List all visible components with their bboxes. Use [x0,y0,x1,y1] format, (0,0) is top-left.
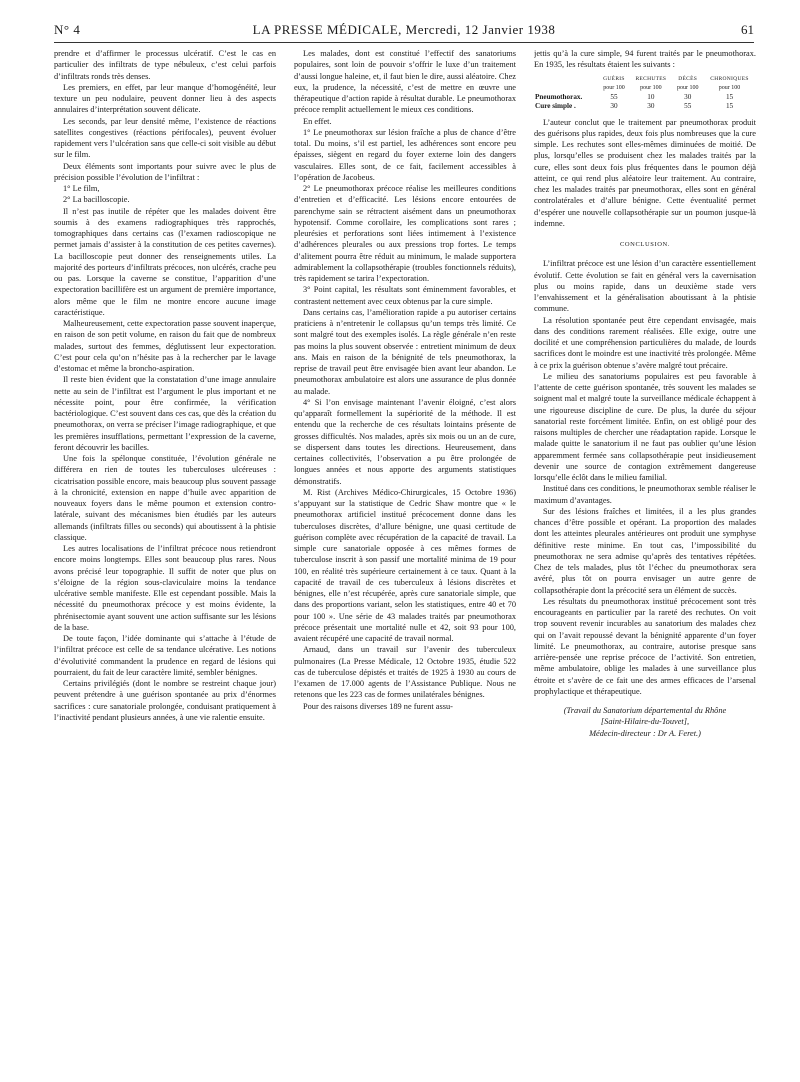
column-2 [294,48,516,1078]
paragraph: Sur des lésions fraîches et limitées, il a les plus grandes chances d’être possible et opérant. La proportion des malades dont les atteintes pleurales antérieures ont produit une symphyse définitive reste minime. En tout cas, l’impossibilité du pneumothorax ne sera admise qu’après des tentatives répétées. Chez de tels malades, plus tôt l’échec du pneumothorax sera avéré, plus tôt on pourra envisager un autre genre de collapsothérapie dont la précocité sera un élément de succès. [534,506,756,595]
table-header: RECHUTES [635,75,667,82]
table-cell: 10 [647,92,655,101]
paragraph: Certains privilégiés (dont le nombre se restreint chaque jour) peuvent prétendre à une guérison spontanée au prix d’énormes sacrifices : cure sanatoriale prolongée, conduisant pratiquement à l’inactivité pendant plusieurs années, à une vie ralentie ensuite. [54,679,276,722]
paragraph: Les malades, dont est constitué l’effectif des sanatoriums populaires, sont loin de pouvoir s’offrir le luxe d’un traitement d’aussi longue haleine, et, il faut bien le dire, aussi aléatoire. Chez eux, la prudence, la nécessité, c’est de mettre en œuvre une thérapeutique d’action rapide à résultat durable. Le pneumothorax précoce remplit actuellement le mieux ces conditions. [294,49,516,115]
paragraph: L’infiltrat précoce est une lésion d’un caractère essentiellement évolutif. Cette évolution se fait en général vers la cavernisation plus ou moins rapide, dans un deuxième stade vers l’envahissement et la généralisation aboutissant à la phtisie commune. [534,259,756,314]
row-label: Pneumothorax. [535,92,583,101]
table-cell: 30 [684,92,692,101]
row-label: Cure simple . [535,101,576,110]
table-subheader: pour 100 [603,84,625,91]
paragraph: Le milieu des sanatoriums populaires est peu favorable à l’attente de cette guérison spontanée, très souvent les malades se soignent mal et malgré toute la surveillance médicale échappent à une rigoureuse discipline de cure. De plus, la durée du séjour sanatorial reste forcément limitée. Enfin, on est obligé pour des raisons multiples de chercher une réadaptation rapide. Lorsque le malade quitte le sanatorium il ne faut pas oublier qu’une lésion apparemment fermée sans collapsothérapie peut insidieusement devenir une source de contagion extrêmement dangereuse lorsqu’elle éclôt dans le milieu familial. [534,371,756,482]
paragraph: Une fois la spélonque constituée, l’évolution générale ne différera en rien de toutes les tuberculoses ulcéreuses : cicatrisation possible encore, mais beaucoup plus souvent passage à la chronicité, extension en nappe d’huile avec apparition de nouveaux foyers dans le même poumon et extension contro-latérale, suivant des mécanismes bien étudiés par les auteurs allemands (infiltrats filles ou seconds) qui aboutissent à la phtisie classique. [54,454,276,542]
paragraph: 4° Si l’on envisage maintenant l’avenir éloigné, c’est alors qu’apparaît formellement la supériorité de la méthode. Il est entendu que la recherche de ces résultats lointains présente de grosses difficultés. Nos malades, après six mois ou un an de cure, se dispersent dans toutes les directions. Heureusement, dans certaines collectivités, l’observation a pu être prolongée de longues années et nous apporte des arguments statistiques démonstratifs. [294,397,516,486]
paragraph: En effet. [303,116,332,126]
paragraph: De toute façon, l’idée dominante qui s’attache à l’étude de l’infiltrat précoce est celle de sa tendance ulcérative. Les notions d’évolutivité commandent la prudence en regard de lésions qui pourraient, du fait de leur caractère limité, sembler bénignes. [54,634,276,677]
table-cell: 15 [725,101,734,110]
table-row [534,102,756,111]
header-rule [54,42,754,43]
affiliation-line: [Saint-Hilaire-du-Touvet], [600,717,690,727]
paragraph: Les premiers, en effet, par leur manque d’homogénéité, leur texture un peu nodulaire, peuvent donner lieu à des aspects annulaires d’interprétation souvent délicate. [54,82,276,115]
paragraph: Deux éléments sont importants pour suivre avec le plus de précision possible l’évolution de l’infiltrat : [54,161,276,182]
paragraph: Malheureusement, cette expectoration passe souvent inaperçue, en raison de son petit volume, en raison du fait que de nombreux malades, surtout des femmes, déglutissent leur expectoration. C’est pour cela qu’on n’hésite pas à la rechercher par le lavage d’estomac et même la broncho-aspiration. [54,319,276,373]
table-cell: 15 [725,92,734,101]
table-header: DÉCÈS [678,75,698,82]
table-cell: 30 [610,101,618,110]
paragraph: 1° Le pneumothorax sur lésion fraîche a plus de chance d’être total. Du moins, s’il est partiel, les adhérences sont encore peu épaisses, siègent en regard du foyer externe loin des dangers vasculaires. Elles sont, de ce fait, facilement accessibles à l’opération de Jacobeus. [294,127,516,182]
paragraph: Arnaud, dans un travail sur l’avenir des tuberculeux pulmonaires (La Presse Médicale, 12 Octobre 1935, étudie 522 cas de tuberculose dépistés et traités de 1925 à 1930 au cours de l’examen de 17.000 agents de l’Assistance Publique. Nous ne retenons que les 223 cas de formes unilatérales bénignes. [294,645,516,700]
paragraph: Il n’est pas inutile de répéter que les malades doivent être soumis à des examens radiographiques très rapprochés, tomographiques dans certains cas (l’examen radioscopique ne permet jamais d’assister à la constitution de ces petites cavernes). La bacilloscopie peut donner des renseignements utiles. La majorité des porteurs d’infiltrats précoces, non ulcérés, crache peu ou pas. Lorsque la caverne se constitue, l’apparition d’une expectoration bacillifère est un argument de première importance, alors même que le film ne montre encore aucune image caractéristique. [54,206,276,317]
page-number: 61 [741,22,754,37]
list-item: 2° La bacilloscopie. [63,195,130,205]
affiliation [534,705,756,739]
list-item: 1° Le film, [63,184,100,193]
table-cell: 55 [610,92,618,101]
column-1 [54,48,276,1078]
paragraph: L’auteur conclut que le traitement par pneumothorax produit des guérisons plus rapides, deux fois plus nombreuses que la cure simple. Les rechutes sont elles-mêmes diminuées de moitié. De plus, lorsqu’elles se produisent chez les malades traités par la cure, elles sont deux fois plus fréquentes dans le poumon déjà atteint, ce qui rend plus aléatoire leur traitement. Au contraire, chez les malades traités par pneumothorax, elles sont en général controlatérales et d’allure bénigne. Cette éventualité permet d’espérer une nouvelle collapsothérapie sur un poumon jusque-là indemne. [534,117,756,228]
paragraph: Il reste bien évident que la constatation d’une image annulaire nette au sein de l’infiltrat est l’argument le plus important et ne nécessite point, pour être confirmée, la vérification bactériologique. C’est souvent dans ces cas, que dès la création du pneumothorax, on verra se préciser l’image radiographique, et que les premières insufflations, permettant l’expression de la caverne, feront découvrir les bacilles. [54,375,276,452]
paragraph: La résolution spontanée peut être cependant envisagée, mais dans des conditions rarement réalisées. Elle exige, outre une docilité et une compréhension particulières du malade, de lourds sacrifices dont le moindre est une inactivité très prolongée. Même à ce prix la guérison obtenue s’avère malgré tout précaire. [534,315,756,370]
paragraph: jettis qu’à la cure simple, 94 furent traités par le pneumothorax. En 1935, les résultats étaient les suivants : [534,49,756,70]
journal-title: LA PRESSE MÉDICALE, Mercredi, 12 Janvier 1938 [252,22,556,37]
paragraph: Institué dans ces conditions, le pneumothorax semble réaliser le maximum d’avantages. [534,484,756,505]
table-header: CHRONIQUES [710,75,749,82]
table-subheader: pour 100 [718,84,741,91]
table-subheader: pour 100 [676,84,699,91]
author-line: Médecin-directeur : Dr A. Feret.) [589,728,701,738]
table-cell: 30 [647,101,655,110]
table-row [534,93,756,102]
paragraph: Pour des raisons diverses 189 ne furent assu- [303,701,453,711]
paragraph: 3° Point capital, les résultats sont éminemment favorables, et contrastent nettement avec ceux obtenus par la cure simple. [294,285,516,306]
paragraph: Les autres localisations de l’infiltrat précoce nous retiendront encore moins longtemps. Elles sont beaucoup plus rares. Nous avons précisé leur topographie. Il suffit de noter que plus on s’éloigne de la région sous-claviculaire moins la tendance ulcérative semble manifeste. Elle est cependant possible. Mais la nécessité du pneumothorax précoce y est moins évidente, la phrénisectomie ayant souvent une action suffisante sur les lésions de la base. [54,544,276,632]
paragraph: prendre et d’affirmer le processus ulcératif. C’est le cas en particulier des infiltrats de type nébuleux, c’est celui parfois d’infiltrats ronds très denses. [54,49,276,81]
table-cell: 55 [684,101,692,110]
paragraph: Les résultats du pneumothorax institué précocement sont très encourageants en particulier par la rareté des rechutes. On voit trop souvent revenir incurables au sanatorium des malades chez qui on l’avait repoussé devant la bénignité apparente d’un foyer limité. Le pneumothorax, au contraire, autorise presque sans arrière-pensée une reprise précoce de l’activité. Son entretien, même ambulatoire, oblige les malades à une surveillance plus étroite et s’avère de ce fait une des armes efficaces de l’arsenal prophylactique et thérapeutique. [534,596,756,696]
results-table [534,75,756,111]
table-header: GUÉRIS [603,75,625,82]
paragraph: 2° Le pneumothorax précoce réalise les meilleures conditions d’entretien et d’efficacité. Les lésions encore entourées de parenchyme sain se rétractent aisément dans un pneumothorax hypotensif. Comme corollaire, les complications sont rares ; pleurésies et perforations sont liées intimement à l’existence d’adhérences pleurales ou aux pressions trop fortes. Le temps d’alitement pourra être réduit au minimum, le malade supportera admirablement la collapsothérapie (troubles fonctionnels réduits), très rapidement se tarira l’expectoration. [294,184,516,283]
paragraph: Les seconds, par leur densité même, l’existence de réactions satellites congestives (réactions périfocales), peuvent évoluer rapidement vers l’ulcération sans que celle-ci soit visible au début sur le film. [54,116,276,160]
affiliation-line: (Travail du Sanatorium départemental du Rhône [563,706,727,715]
section-heading: CONCLUSION. [619,241,671,248]
table-subheader: pour 100 [640,84,662,91]
column-3 [534,48,756,1078]
issue-number: N° 4 [54,22,81,37]
paragraph: M. Rist (Archives Médico-Chirurgicales, 15 Octobre 1936) s’appuyant sur la statistique de Cedric Shaw montre que « le pneumothorax artificiel institué précocement donne dans les tuberculoses discrètes, d’allure bénigne, une quasi certitude de guérison complète avec récupération de la capacité de travail. La simple cure sanatoriale opposée à ces mêmes formes de tuberculose inscrit à son passif une mortalité minima de 19 pour 100, en réalité très supérieure certainement à ce taux. Quant à la capacité de travail de ces tuberculeux à lésions discrètes et bénignes, elle n’est récupérée, après cure sanatoriale simple, que dans des proportions variant, selon les statistiques, entre 40 et 70 pour 100 ». Une série de 43 malades traités par pneumothorax précoce présentait une mortalité nulle et 42, soit 93 pour 100, avaient récupéré une capacité de travail normal. [294,487,516,643]
paragraph: Dans certains cas, l’amélioration rapide a pu autoriser certains praticiens à n’entretenir le collapsus qu’un temps très limité. Ce sont malgré tout des exemples isolés. La règle générale n’en reste pas moins la plus souvent observée : entretient minimum de deux ans. Mais en raison de la bénignité de tels pneumothorax, la reprise de travail peut être envisagée bien avant leur abandon. Le pneumothorax ambulatoire est alors une assurance de plus donnée au malade. [294,307,516,396]
page-header [54,22,754,40]
